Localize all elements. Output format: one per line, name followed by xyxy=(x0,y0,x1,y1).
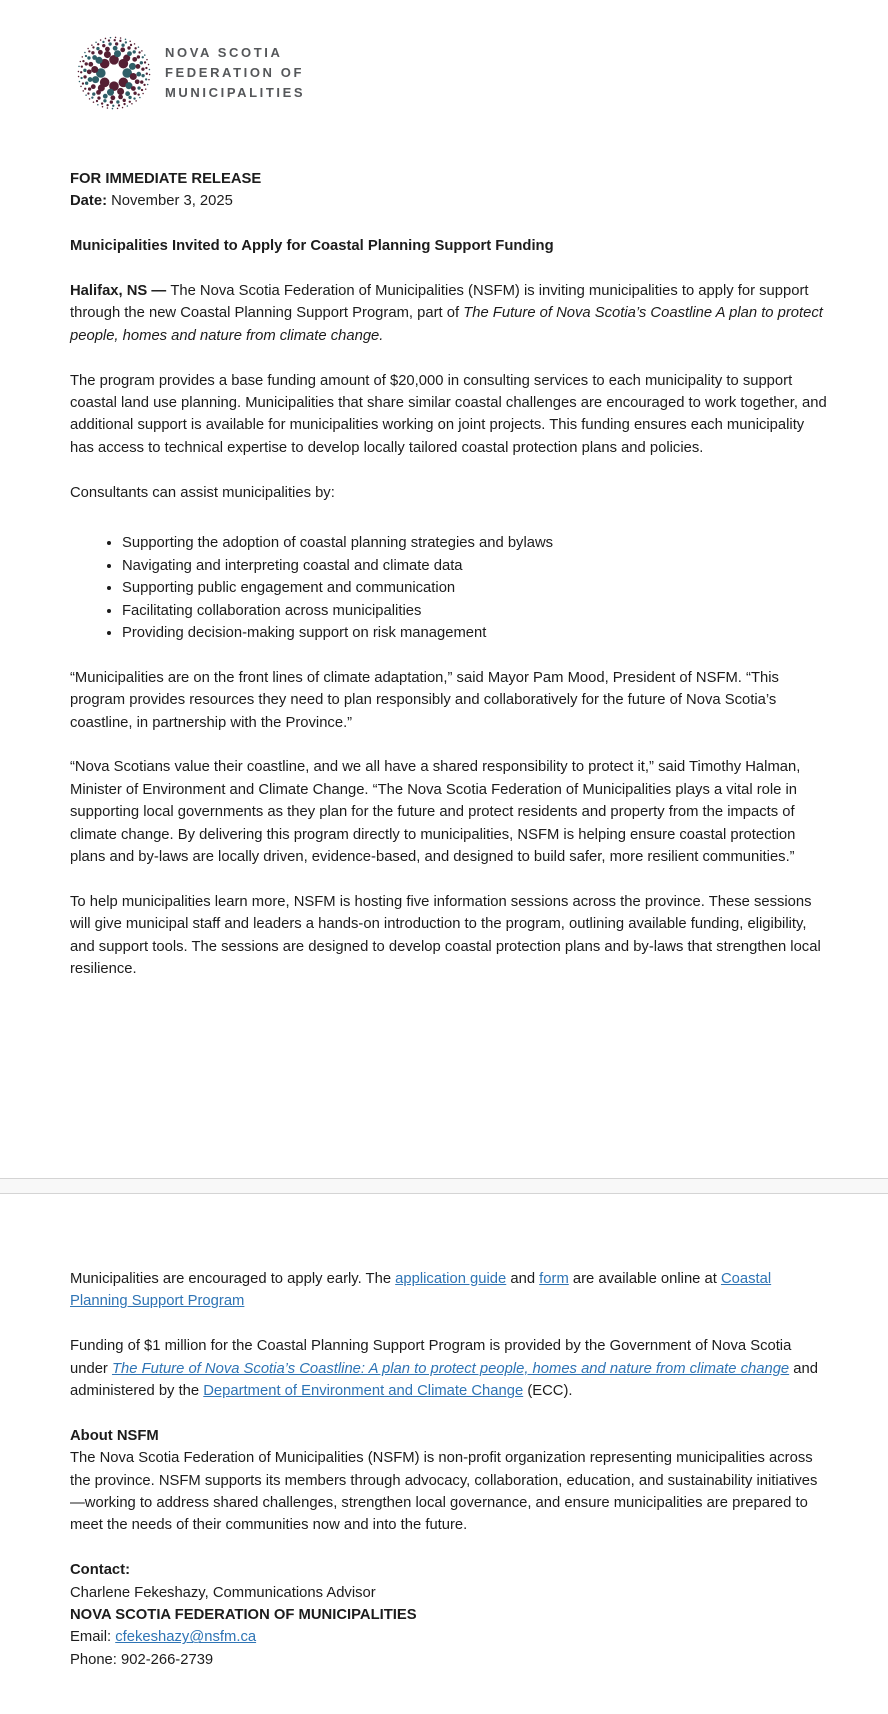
date-label: Date: xyxy=(70,193,107,210)
contact-section xyxy=(70,1559,827,1671)
contact-heading xyxy=(70,1559,827,1581)
program-paragraph: The program provides a base funding amount of $20,000 in consulting services to each municipality to support coastal land use planning. Municipalities that share similar coastal challenges are encouraged to work together, and additional support is available for municipalities working on joint projects. This funding ensures each municipality has access to technical expertise to develop locally tailored coastal protection plans and policies. xyxy=(70,372,827,456)
coastal-program-link[interactable]: Coastal Planning Support Program xyxy=(70,1271,772,1310)
funding-text: and administered by the xyxy=(70,1360,818,1400)
release-header xyxy=(70,168,827,213)
date-line xyxy=(70,190,827,212)
about-paragraph: The Nova Scotia Federation of Municipalities (NSFM) is non-profit organization representing municipalities across the province. NSFM supports its members through advocacy, collaboration, education, and sustainability initiatives—working to address shared challenges, strengthen local governance, and ensure municipalities are prepared to meet the needs of their communities now and into the future. xyxy=(70,1450,818,1534)
environment-dept-link[interactable]: Department of Environment and Climate Change xyxy=(203,1383,524,1400)
dateline-bold: Halifax, NS — xyxy=(70,283,171,299)
intro-text: The Nova Scotia Federation of Municipalities (NSFM) is inviting municipalities to apply for support through the new Coastal Planning Support Program, part of xyxy=(70,283,809,322)
plan-title-italic: The Future of Nova Scotia’s Coastline A plan to protect people, homes and nature from climate change. xyxy=(70,305,823,344)
contact-org-text: NOVA SCOTIA FEDERATION OF MUNICIPALITIES xyxy=(70,1607,417,1624)
funding-text: (ECC). xyxy=(523,1383,573,1400)
press-release-page-2 xyxy=(0,1194,888,1714)
nsfm-logo-icon xyxy=(74,33,154,113)
about-heading-text: About NSFM xyxy=(70,1427,159,1444)
apply-text: are available online at xyxy=(568,1271,721,1287)
form-link[interactable]: form xyxy=(539,1271,569,1287)
quote-mayor: “Municipalities are on the front lines of climate adaptation,” said Mayor Pam Mood, President of NSFM. “This program provides resources they need to plan responsibly and collaboratively for the future of Nova Scotia’s coastline, in partnership with the Province.” xyxy=(70,669,779,731)
page2-content xyxy=(70,1268,827,1671)
funding-paragraph xyxy=(70,1335,827,1402)
contact-org xyxy=(70,1604,827,1626)
apply-text: and xyxy=(506,1271,540,1287)
contact-phone-line: Phone: 902-266-2739 xyxy=(70,1651,214,1668)
bullet-item: • Navigating and interpreting coastal and climate data xyxy=(122,555,827,577)
page1-content xyxy=(70,168,827,981)
coastline-plan-link[interactable]: The Future of Nova Scotia’s Coastline: A plan to protect people, homes and nature from climate change xyxy=(111,1360,790,1377)
date-value: November 3, 2025 xyxy=(107,193,233,210)
bullet-item: • Supporting the adoption of coastal planning strategies and bylaws xyxy=(122,532,827,554)
quote-minister: “Nova Scotians value their coastline, and we all have a shared responsibility to protect it,” said Timothy Halman, Minister of Environment and Climate Change. “The Nova Scotia Federation of Municipalities plays a vital role in supporting local governments as they plan for the future and protect residents and property from the impacts of climate change. By delivering this program directly to municipalities, NSFM is helping ensure coastal protection plans and by-laws are locally driven, evidence-based, and designed to build safer, more resilient communities.” xyxy=(70,759,801,866)
bullet-list xyxy=(70,526,827,644)
contact-name: Charlene Fekeshazy, Communications Advisor xyxy=(70,1584,376,1601)
page-break-separator xyxy=(0,1178,888,1194)
consultants-lead: Consultants can assist municipalities by: xyxy=(70,484,335,501)
nsfm-logo xyxy=(0,0,888,113)
funding-text: Funding of $1 million for the Coastal Planning Support Program is provided by the Government of Nova Scotia under xyxy=(70,1338,792,1377)
sessions-paragraph: To help municipalities learn more, NSFM is hosting five information sessions across the province. These sessions will give municipal staff and leaders a hands-on introduction to the program, outlining available funding, eligibility, and support tools. The sessions are designed to develop coastal protection plans and by-laws that strengthen local resilience. xyxy=(70,893,821,978)
about-section xyxy=(70,1425,827,1537)
logo-wordmark-line3: MUNICIPALITIES xyxy=(165,85,306,100)
nsfm-logo-wordmark xyxy=(165,43,305,103)
intro-paragraph xyxy=(70,280,827,347)
apply-paragraph xyxy=(70,1268,827,1313)
bullet-item: • Providing decision-making support on risk management xyxy=(122,622,827,644)
bullet-item: • Facilitating collaboration across municipalities xyxy=(122,600,827,622)
contact-heading-text: Contact: xyxy=(70,1562,131,1579)
about-heading xyxy=(70,1425,827,1447)
logo-wordmark-line2: FEDERATION OF xyxy=(165,65,304,80)
bullet-item: • Supporting public engagement and communication xyxy=(122,577,827,599)
contact-email-line xyxy=(70,1626,827,1648)
application-guide-link[interactable]: application guide xyxy=(395,1271,507,1287)
headline: Municipalities Invited to Apply for Coastal Planning Support Funding xyxy=(70,238,554,255)
release-line xyxy=(70,168,827,190)
release-text: FOR IMMEDIATE RELEASE xyxy=(70,171,262,187)
email-label: Email: xyxy=(70,1629,116,1646)
apply-text: Municipalities are encouraged to apply early. The xyxy=(70,1271,396,1287)
email-link[interactable]: cfekeshazy@nsfm.ca xyxy=(115,1629,257,1646)
logo-wordmark-line1: NOVA SCOTIA xyxy=(165,45,283,60)
